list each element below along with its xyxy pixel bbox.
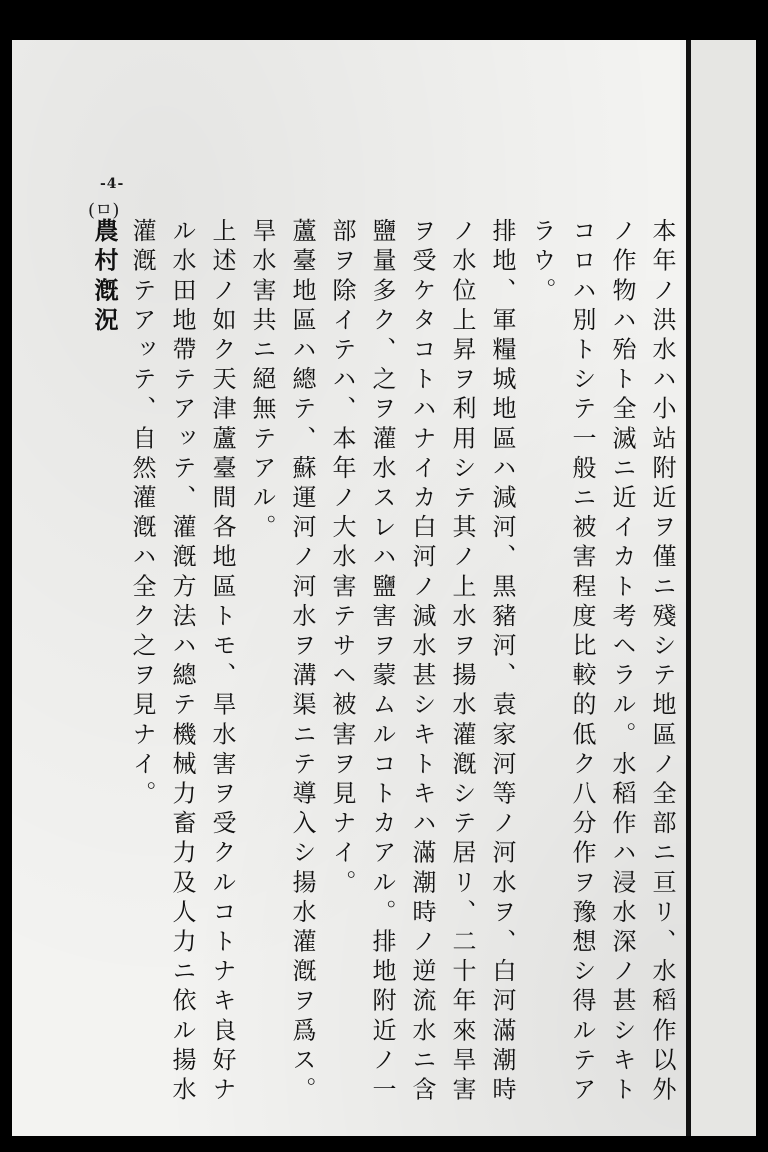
text-column: 本年ノ洪水ハ小站附近ヲ僅ニ殘シテ地區ノ全部ニ亘リ、水稻作以外 bbox=[648, 218, 676, 1106]
text-column: ル水田地帶テアッテ、灌漑方法ハ總テ機械力畜力及人力ニ依ル揚水 bbox=[168, 218, 196, 1106]
section-heading: 農村漑況 bbox=[90, 218, 119, 337]
text-column: 鹽量多ク、之ヲ灌水スレハ鹽害ヲ蒙ムルコトカアル。排地附近ノ一 bbox=[368, 218, 396, 1106]
text-column: ラウ。 bbox=[528, 218, 556, 307]
text-column: コロハ別トシテ一般ニ被害程度比較的低ク八分作ヲ豫想シ得ルテア bbox=[568, 218, 596, 1106]
text-column: 旱水害共ニ絕無テアル。 bbox=[248, 218, 276, 544]
page-number: -4- bbox=[100, 176, 125, 192]
text-column: ノ作物ハ殆ト全滅ニ近イカト考ヘラル。水稻作ハ浸水深ノ甚シキト bbox=[608, 218, 636, 1106]
adjacent-page-strip bbox=[691, 40, 756, 1136]
text-column: 部ヲ除イテハ、本年ノ大水害テサヘ被害ヲ見ナイ。 bbox=[328, 218, 356, 899]
section-marker: (ㅁ) bbox=[88, 200, 120, 221]
text-column: 排地、軍糧城地區ハ減河、黒豬河、袁家河等ノ河水ヲ、白河滿潮時 bbox=[488, 218, 516, 1106]
text-column: 灌漑テアッテ、自然灌漑ハ全ク之ヲ見ナイ。 bbox=[128, 218, 156, 810]
text-column: ヲ受ケタコトハナイカ白河ノ減水甚シキトキハ滿潮時ノ逆流水ニ含 bbox=[408, 218, 436, 1106]
text-column: ノ水位上昇ヲ利用シテ其ノ上水ヲ揚水灌漑シテ居リ、二十年來旱害 bbox=[448, 218, 476, 1106]
text-column: 上述ノ如ク天津蘆臺間各地區トモ、旱水害ヲ受クルコトナキ良好ナ bbox=[208, 218, 236, 1106]
text-column: 蘆臺地區ハ總テ、蘇運河ノ河水ヲ溝渠ニテ導入シ揚水灌漑ヲ爲ス。 bbox=[288, 218, 316, 1106]
